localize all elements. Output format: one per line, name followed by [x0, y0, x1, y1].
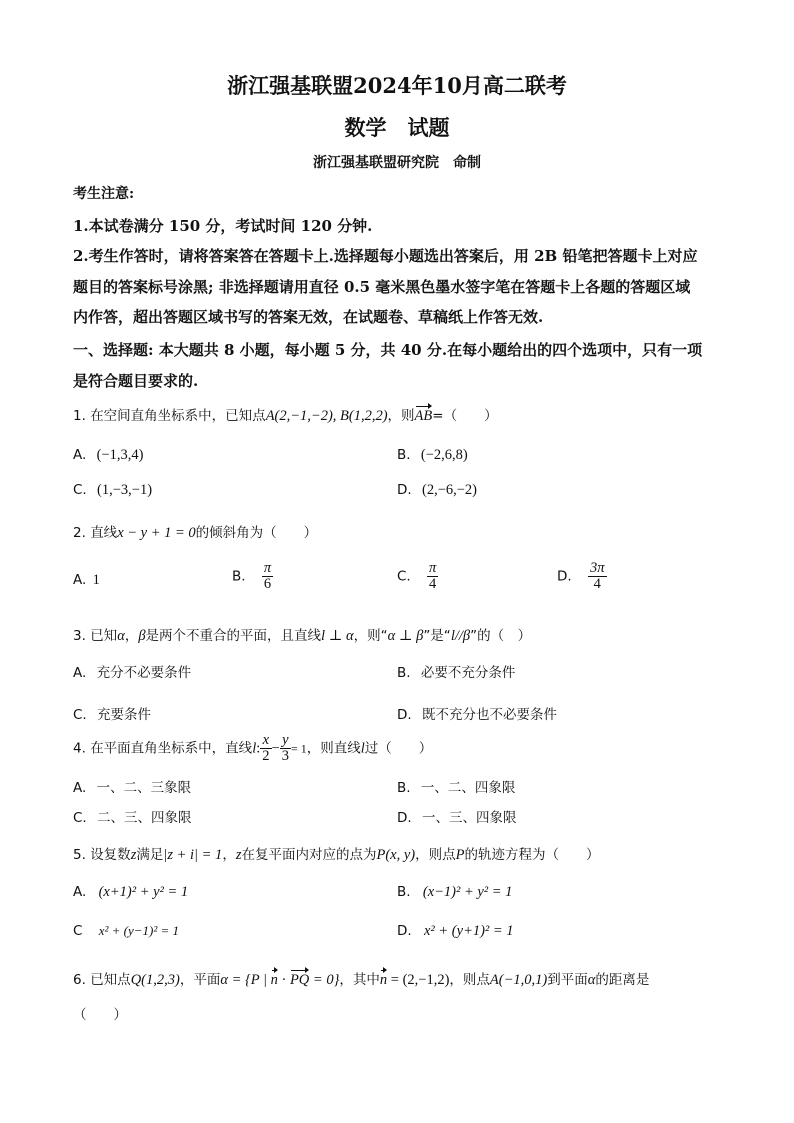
fraction	[262, 561, 273, 592]
question-2-option-d	[557, 561, 607, 592]
option-value: 一、三、四象限	[421, 810, 517, 826]
math-alpha: α	[117, 628, 125, 644]
question-2-option-c	[397, 561, 438, 592]
stem-text: 过（ ）	[364, 740, 433, 757]
stem-text: =（ ）	[432, 408, 498, 424]
option-label: D.	[397, 707, 412, 723]
vector-ab: AB	[414, 408, 433, 424]
question-3-stem	[73, 624, 531, 645]
fraction-numerator: 3π	[589, 560, 605, 576]
option-label: B.	[232, 568, 246, 585]
option-value: (x−1)² + y² = 1	[422, 884, 513, 900]
question-4-stem	[73, 733, 432, 764]
option-value: 二、三、四象限	[97, 810, 192, 826]
stem-text: ，则点	[415, 847, 456, 863]
stem-text: ，则“	[353, 628, 388, 644]
question-2-stem	[73, 521, 317, 542]
notice-heading: 考生注意:	[73, 186, 135, 202]
option-label: A.	[73, 780, 87, 796]
question-number: 3.	[73, 628, 86, 644]
stem-text: ，平面	[179, 972, 221, 988]
stem-text: ，则	[387, 408, 415, 424]
option-label: A.	[73, 572, 87, 588]
fraction-denominator: 2	[262, 748, 270, 765]
option-label: D.	[557, 568, 572, 585]
math-alpha: α	[587, 972, 596, 988]
option-label: A.	[73, 447, 87, 463]
question-6-stem	[73, 968, 649, 989]
math-points: A(2,−1,−2), B(1,2,2)	[265, 408, 388, 424]
stem-text: 已知点	[90, 972, 131, 988]
option-value: (2,−6,−2)	[421, 482, 477, 498]
page-title: 浙江强基联盟2024年10月高二联考	[227, 73, 567, 98]
question-4-option-d	[397, 806, 516, 826]
fraction-denominator: 4	[429, 576, 437, 593]
page-subtitle: 数学 试题	[344, 115, 450, 140]
stem-text: 的倾斜角为（ ）	[195, 525, 318, 541]
stem-text: ，其中	[339, 972, 380, 988]
math-beta: β	[138, 628, 146, 644]
question-number: 2.	[73, 525, 86, 541]
stem-text: 的轨迹方程为（ ）	[464, 847, 600, 863]
option-value: 既不充分也不必要条件	[421, 707, 557, 723]
option-value: (1,−3,−1)	[97, 482, 153, 498]
stem-text: 是两个不重合的平面，且直线	[145, 628, 322, 644]
stem-text: ”是“	[423, 628, 451, 644]
option-label: D.	[397, 923, 412, 939]
option-value: 充要条件	[97, 707, 152, 723]
question-2-option-b	[232, 561, 273, 592]
question-1-option-d	[397, 482, 477, 499]
math-vector-value: = (2,−1,2)	[387, 972, 450, 988]
notice-item-2-line-3: 内作答，超出答题区域书写的答案无效，在试题卷、草稿纸上作答无效.	[73, 308, 544, 326]
question-5-option-b	[397, 884, 512, 901]
fraction	[427, 561, 438, 592]
vector-n: n	[270, 972, 278, 988]
stem-text: 的距离是	[595, 972, 650, 988]
question-4-option-b	[397, 776, 515, 796]
fraction	[280, 733, 291, 764]
stem-text: ，	[124, 628, 139, 644]
notice-item-1: 1.本试卷满分 150 分，考试时间 120 分钟.	[73, 217, 373, 235]
option-value: x² + (y+1)² = 1	[423, 923, 514, 939]
section-heading-line-1: 一、选择题: 本大题共 8 小题，每小题 5 分，共 40 分.在每小题给出的四个选项中，只有一项	[73, 341, 703, 359]
question-4-option-a	[73, 776, 191, 796]
vector-pq: PQ	[289, 972, 310, 988]
stem-text: ”的（ ）	[470, 628, 532, 644]
math-z: z	[235, 847, 242, 863]
fraction-denominator: 6	[263, 576, 272, 593]
fraction-numerator: π	[429, 560, 437, 576]
option-label: C	[73, 923, 83, 939]
option-value: (−1,3,4)	[96, 447, 144, 463]
question-5-option-c	[73, 923, 179, 939]
option-label: C.	[73, 707, 87, 723]
option-label: B.	[397, 884, 411, 900]
question-5-option-d	[397, 923, 514, 940]
option-label: C.	[397, 568, 411, 585]
option-label: D.	[397, 482, 412, 498]
question-1-option-c	[73, 482, 152, 499]
option-label: C.	[73, 810, 87, 826]
math-relation: l ⊥ α	[321, 628, 354, 644]
stem-text: 在复平面内对应的点为	[241, 847, 377, 863]
question-5-option-a	[73, 884, 188, 901]
question-2-option-a	[73, 572, 100, 589]
question-4-option-c	[73, 806, 192, 826]
option-label: A.	[73, 665, 87, 681]
fraction-numerator: π	[263, 560, 272, 576]
math-l: l	[360, 740, 365, 757]
option-label: C.	[73, 482, 87, 498]
vector-n: n	[379, 972, 388, 988]
math-dot: ·	[277, 972, 290, 988]
question-6-stem-line-2: （ ）	[73, 1007, 127, 1023]
stem-text: 已知	[90, 628, 118, 644]
math-equation: x − y + 1 = 0	[117, 525, 196, 541]
math-minus: −	[271, 740, 280, 757]
math-l: l	[252, 740, 257, 757]
option-value: (x+1)² + y² = 1	[98, 884, 189, 900]
stem-text: 在空间直角坐标系中，已知点	[90, 408, 266, 424]
question-3-option-b	[397, 661, 515, 681]
stem-text: ，则直线	[306, 740, 361, 757]
math-relation: l//β	[450, 628, 471, 644]
stem-text: 到平面	[547, 972, 588, 988]
stem-text: ，则点	[449, 972, 490, 988]
stem-text: 在平面直角坐标系中，直线	[90, 740, 253, 757]
notice-item-2-line-1: 2.考生作答时，请将答案答在答题卡上.选择题每小题选出答案后，用 2B 铅笔把答题卡上对应	[73, 247, 698, 265]
option-value: 必要不充分条件	[420, 665, 516, 681]
question-1-stem	[73, 404, 498, 425]
math-equals: = 1	[290, 741, 307, 756]
option-value: (−2,6,8)	[420, 447, 468, 463]
math-set: = 0}	[309, 972, 340, 988]
option-value: 充分不必要条件	[96, 665, 192, 681]
question-1-option-a	[73, 447, 143, 464]
option-label: B.	[397, 665, 411, 681]
stem-text: ，	[222, 847, 236, 863]
math-point: Q(1,2,3)	[130, 972, 180, 988]
fraction-numerator: y	[280, 733, 291, 749]
question-3-option-c	[73, 703, 151, 723]
math-z: z	[130, 847, 137, 863]
math-condition: |z + i| = 1	[163, 847, 223, 863]
question-5-stem	[73, 843, 599, 864]
option-label: A.	[73, 884, 87, 900]
author-line: 浙江强基联盟研究院 命制	[313, 155, 481, 171]
fraction-numerator: x	[260, 733, 271, 749]
stem-text: 直线	[90, 525, 118, 541]
question-number: 6.	[73, 972, 86, 988]
fraction	[260, 733, 271, 764]
option-value: 一、二、四象限	[420, 780, 516, 796]
math-set: α = {P |	[220, 972, 271, 988]
fraction	[588, 561, 607, 592]
section-heading-line-2: 是符合题目要求的.	[73, 372, 199, 390]
question-3-option-d	[397, 703, 557, 723]
question-3-option-a	[73, 661, 191, 681]
option-label: D.	[397, 810, 412, 826]
option-value: 一、二、三象限	[96, 780, 192, 796]
fraction-denominator: 4	[593, 576, 601, 593]
stem-text: 设复数	[90, 847, 131, 863]
math-colon: :	[256, 740, 261, 757]
option-value: 1	[92, 572, 100, 588]
option-label: B.	[397, 447, 411, 463]
math-relation: α ⊥ β	[387, 628, 424, 644]
question-number: 4.	[73, 740, 86, 757]
option-value: x² + (y−1)² = 1	[98, 923, 180, 938]
question-number: 5.	[73, 847, 86, 863]
option-label: B.	[397, 780, 411, 796]
math-point: A(−1,0,1)	[489, 972, 548, 988]
fraction-denominator: 3	[281, 748, 289, 765]
stem-text: 满足	[136, 847, 164, 863]
math-point: P	[455, 847, 465, 863]
question-number: 1.	[73, 408, 86, 424]
notice-item-2-line-2: 题目的答案标号涂黑; 非选择题请用直径 0.5 毫米黑色墨水签字笔在答题卡上各题的答题区域	[73, 278, 691, 296]
math-point: P(x, y)	[376, 847, 416, 863]
question-1-option-b	[397, 447, 468, 464]
